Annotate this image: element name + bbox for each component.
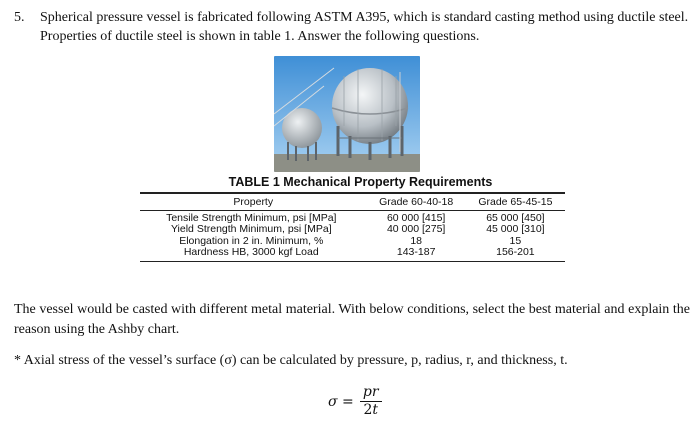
header-property: Property [140,193,367,210]
table-header-row [140,193,565,210]
property-cell: Yield Strength Minimum, psi [MPa] [170,223,332,235]
property-table-block [140,174,565,262]
value-cell: 40 000 [275] [386,223,446,235]
value-cell: 45 000 [310] [486,223,545,235]
table-title: TABLE 1 Mechanical Property Requirements [228,175,493,189]
formula-denominator [363,402,378,419]
header-grade-65-45-15: Grade 65-45-15 [466,193,565,210]
value-cell: 143-187 [396,246,436,258]
table-row [140,210,565,224]
table-row [140,247,565,261]
conditions-paragraph: The vessel would be casted with different metal material. With below conditions, select the best material and explain the reason using the Ashby chart. [14,302,690,337]
formula-numerator: pr [362,384,379,400]
property-cell: Elongation in 2 in. Minimum, % [179,234,324,247]
value-cell: 60 000 [415] [386,211,446,224]
axial-stress-paragraph: * Axial stress of the vessel’s surface (σ) can be calculated by pressure, p, radius, r, and thickness, t. [14,353,568,368]
mechanical-property-table [140,192,565,262]
denominator-variable: t [372,402,379,418]
formula-fraction [360,384,382,419]
property-cell: Tensile Strength Minimum, psi [MPa] [166,211,337,224]
denominator-coefficient: 2 [363,402,373,418]
value-cell: 65 000 [450] [486,211,545,224]
question-intro [14,8,690,46]
table-row [140,224,565,236]
value-cell: 15 [509,234,522,247]
pressure-vessel-photo [274,56,420,172]
property-cell: Hardness HB, 3000 kgf Load [183,246,319,258]
axial-stress-formula [328,384,382,419]
question-number: 5. [14,10,25,25]
formula-lhs: σ = [328,393,354,410]
header-grade-60-40-18: Grade 60-40-18 [367,193,466,210]
value-cell: 156-201 [496,246,535,258]
question-text: Spherical pressure vessel is fabricated following ASTM A395, which is standard casting method using ductile steel. Properties of ductile steel is shown in table 1. Answer the following questions. [40,10,689,44]
value-cell: 18 [410,234,422,247]
